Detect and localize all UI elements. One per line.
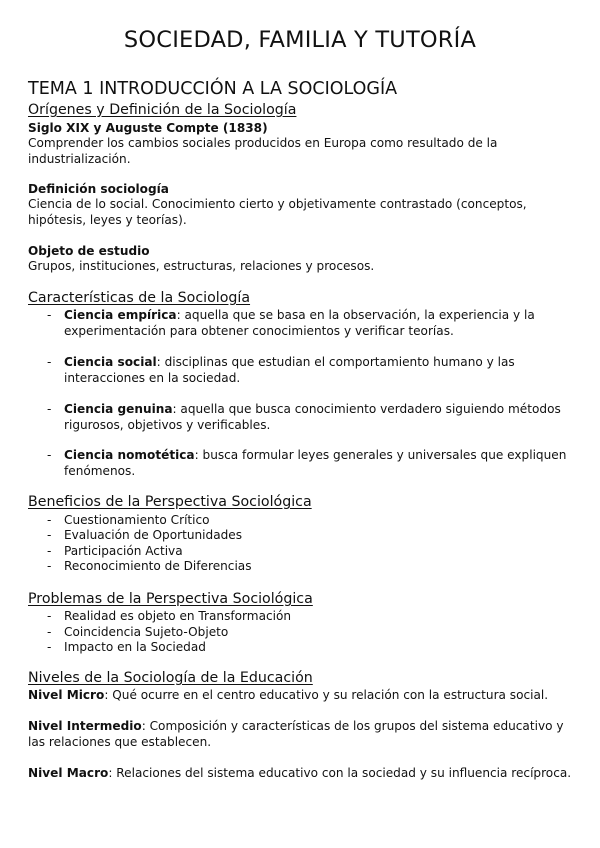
origins-heading: Orígenes y Definición de la Sociología [28, 102, 297, 118]
level-text: : Composición y características de los grupos del sistema educativo y las relaciones que establecen. [28, 719, 564, 749]
bullet-dash: - [47, 528, 52, 542]
item-term: Ciencia nomotética [64, 448, 195, 462]
item-text: : busca formular leyes generales y universales que expliquen fenómenos. [64, 448, 567, 478]
level-intermediate [28, 719, 573, 750]
item-term: Ciencia empírica [64, 308, 177, 322]
definition-text: Ciencia de lo social. Conocimiento cierto y objetivamente contrastado (conceptos, hipótesis, leyes y teorías). [28, 197, 527, 227]
bullet-dash: - [47, 355, 52, 369]
item-term: Ciencia social [64, 355, 157, 369]
item-text: Cuestionamiento Crítico [64, 513, 210, 527]
level-text: : Qué ocurre en el centro educativo y su relación con la estructura social. [104, 688, 549, 702]
characteristics-heading: Características de la Sociología [28, 290, 251, 306]
item-text: Coincidencia Sujeto-Objeto [64, 625, 229, 639]
problems-heading: Problemas de la Perspectiva Sociológica [28, 591, 313, 607]
bullet-dash: - [47, 513, 52, 527]
object-text: Grupos, instituciones, estructuras, relaciones y procesos. [28, 259, 375, 273]
bullet-dash: - [47, 609, 52, 623]
bullet-dash: - [47, 559, 52, 573]
object-label: Objeto de estudio [28, 244, 150, 258]
level-term: Nivel Micro [28, 688, 105, 702]
item-text: Impacto en la Sociedad [64, 640, 206, 654]
item-term: Ciencia genuina [64, 402, 173, 416]
item-text: Evaluación de Oportunidades [64, 528, 243, 542]
bullet-dash: - [47, 448, 52, 462]
topic-heading: TEMA 1 INTRODUCCIÓN A LA SOCIOLOGÍA [28, 79, 398, 99]
level-term: Nivel Macro [28, 766, 109, 780]
level-macro [28, 766, 573, 782]
century-label: Siglo XIX y Auguste Compte (1838) [28, 121, 268, 135]
bullet-dash: - [47, 625, 52, 639]
level-text: : Relaciones del sistema educativo con la sociedad y su influencia recíproca. [108, 766, 572, 780]
bullet-dash: - [47, 640, 52, 654]
definition-label: Definición sociología [28, 182, 169, 196]
level-term: Nivel Intermedio [28, 719, 142, 733]
levels-heading: Niveles de la Sociología de la Educación [28, 670, 313, 686]
item-text: : disciplinas que estudian el comportamiento humano y las interacciones en la sociedad. [64, 355, 515, 385]
benefits-heading: Beneficios de la Perspectiva Sociológica [28, 494, 312, 510]
item-text: : aquella que busca conocimiento verdadero siguiendo métodos rigurosos, objetivos y verificables. [64, 402, 561, 432]
bullet-dash: - [47, 308, 52, 322]
item-text: : aquella que se basa en la observación, la experiencia y la experimentación para obtener conocimientos y verificar teorías. [64, 308, 535, 338]
item-text: Realidad es objeto en Transformación [64, 609, 292, 623]
item-text: Reconocimiento de Diferencias [64, 559, 252, 573]
document-title: SOCIEDAD, FAMILIA Y TUTORÍA [123, 27, 477, 53]
bullet-dash: - [47, 402, 52, 416]
level-micro [28, 688, 573, 704]
item-text: Participación Activa [64, 544, 183, 558]
century-text: Comprender los cambios sociales producidos en Europa como resultado de la industrialización. [28, 136, 498, 166]
bullet-dash: - [47, 544, 52, 558]
